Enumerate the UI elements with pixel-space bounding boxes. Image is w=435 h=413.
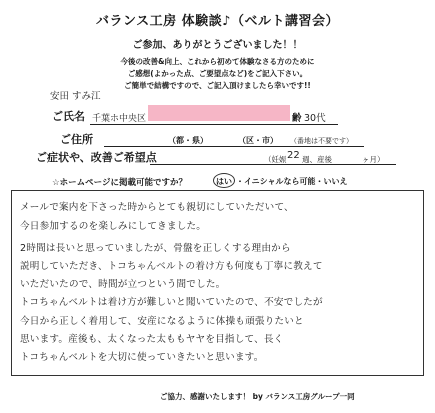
comment-line-1: メールで案内を下さった時からとても親切にしていただいて、 <box>20 202 294 213</box>
name-handwritten-prefix: 千葉ホ中央区 <box>92 114 147 124</box>
name-label: ご氏名 <box>52 110 85 123</box>
pregnancy-prefix: （妊娠 <box>264 155 287 164</box>
age-value: 30代 <box>304 113 326 124</box>
intro-line-2: ご感想(よかった点、ご要望点など)をご記入下さい。 <box>127 69 308 78</box>
symptom-label: ご症状や、改善ご希望点 <box>36 151 157 164</box>
age-label: 齢 <box>292 113 302 124</box>
furigana-handwritten: 安田 すみ江 <box>50 91 101 102</box>
postpartum-unit: ヶ月） <box>362 155 385 164</box>
symptom-underline <box>150 164 396 165</box>
pregnancy-week-unit: 週、産後 <box>302 155 332 164</box>
address-prefecture: （都・県） <box>168 136 208 145</box>
footer-note: ご協力、感謝いたします！ by バランス工房グループ一同 <box>160 392 355 401</box>
intro-line-1: 今後の改善&向上、これから初めて体験なさる方のために <box>120 57 315 66</box>
comment-line-2: 今日参加するのを楽しみにしてきました。 <box>20 221 207 232</box>
address-city: （区・市） <box>238 136 278 145</box>
thanks-heading: ご参加、ありがとうございました！！ <box>132 40 303 51</box>
homepage-question: ☆ホームページに掲載可能ですか？ <box>52 178 187 188</box>
comment-line-3: 2時間は長いと思っていましたが、骨盤を正しくする理由から <box>20 243 291 254</box>
comment-line-6: トコちゃんベルトは着け方が難しいと聞いていたので、不安でしたが <box>20 297 323 308</box>
name-underline <box>90 124 338 125</box>
homepage-option-yes: はい <box>216 177 232 186</box>
comment-line-9: トコちゃんベルトを大切に使っていきたいと思います。 <box>20 352 264 363</box>
address-underline <box>104 146 364 147</box>
name-redaction <box>148 105 290 121</box>
intro-line-3: ご簡単で結構ですので、ご記入頂けましたら幸いです!! <box>124 81 311 90</box>
comment-line-7: 今日から正しく着用して、安産になるように体操も頑張りたいと <box>20 316 304 327</box>
comment-line-5: いただいたので、時間が立つという間でした。 <box>20 279 226 290</box>
homepage-options: ・イニシャルなら可能・いいえ <box>236 177 348 186</box>
comment-line-4: 説明していただき、トコちゃんベルトの着け方も何度も丁寧に教えて <box>20 261 323 272</box>
page-title: バランス工房 体験談♪（ベルト講習会） <box>96 14 339 29</box>
comment-line-8: 思います。産後も、太くなった太ももヤヤを目指して、長く <box>20 334 284 345</box>
address-label: ご住所 <box>60 133 93 146</box>
address-note: （番地は不要です） <box>290 137 353 145</box>
pregnancy-weeks: 22 <box>287 150 300 161</box>
